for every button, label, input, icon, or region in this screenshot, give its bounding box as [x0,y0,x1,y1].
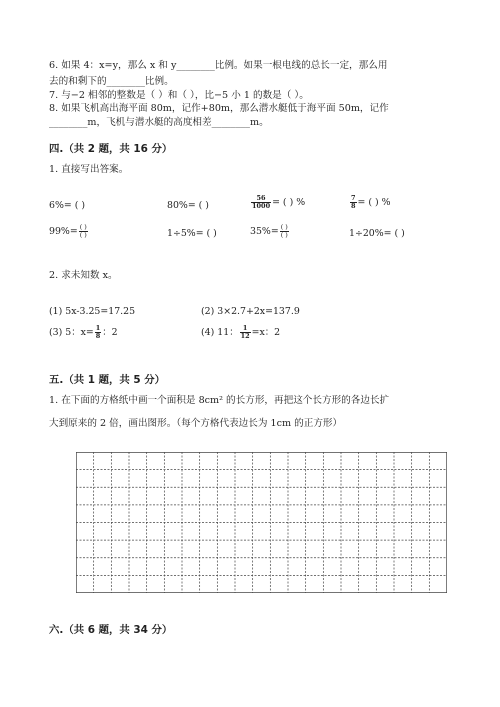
calc-item-1: 6%= ( ) [49,200,86,211]
calc-item-5: 99%= $\frac{( )}{( )}$ [49,223,87,239]
section4-q1-prompt: 1. 直接写出答案。 [49,164,129,175]
calc-item-7: 35%= $\frac{( )}{( )}$ [250,223,288,239]
section5-q1-line1: 1. 在下面的方格纸中画一个面积是 8cm² 的长方形，再把这个长方形的各边长扩 [49,395,390,406]
fraction: $\frac{7}{8}$ [351,194,356,210]
equation-3: (3) 5：x= $\frac{1}{8}$ ：2 [49,324,118,340]
equation-1: (1) 5x-3.25=17.25 [49,306,136,317]
equation-4: (4) 11： $\frac{1}{12}$ =x：2 [201,324,281,340]
section5-title: 五.（共 1 题，共 5 分） [49,374,166,386]
equation-2: (2) 3×2.7+2x=137.9 [201,306,300,317]
q6-line2: 去的和剩下的________比例。 [49,76,174,87]
section4-title: 四.（共 2 题，共 16 分） [49,143,173,155]
calc-item-2: 80%= ( ) [167,200,209,211]
fraction: $\frac{1}{8}$ [95,324,101,340]
calc-item-8: 1÷20%= ( ) [349,228,405,239]
fraction: $\frac{1}{12}$ [240,324,250,340]
calc-item-6: 1÷5%= ( ) [167,228,217,239]
q6-line1: 6. 如果 4：x=y，那么 x 和 y________比例。如果一根电线的总长一定，那么用 [49,60,388,71]
calc-item-4: $\frac{7}{8}$ = ( ) % [351,194,391,210]
square-grid [76,452,447,593]
section5-q1-line2: 大到原来的 2 倍，画出图形。（每个方格代表边长为 1cm 的正方形） [49,418,343,429]
fraction: $\frac{( )}{( )}$ [79,223,87,239]
calc-item-3: $\frac{56}{1000}$ = ( ) % [252,194,306,210]
section4-q2-prompt: 2. 求未知数 x。 [49,270,118,281]
q8-line2: ________m，飞机与潜水艇的高度相差________m。 [49,117,269,128]
q8-line1: 8. 如果飞机高出海平面 80m，记作+80m，那么潜水艇低于海平面 50m，记作 [49,103,389,114]
q7-text: 7. 与−2 相邻的整数是（ ）和（ ），比−5 小 1 的数是（ ）。 [49,90,309,101]
section6-title: 六.（共 6 题，共 34 分） [49,624,173,636]
fraction: $\frac{( )}{( )}$ [280,223,288,239]
fraction: $\frac{56}{1000}$ [252,194,271,210]
